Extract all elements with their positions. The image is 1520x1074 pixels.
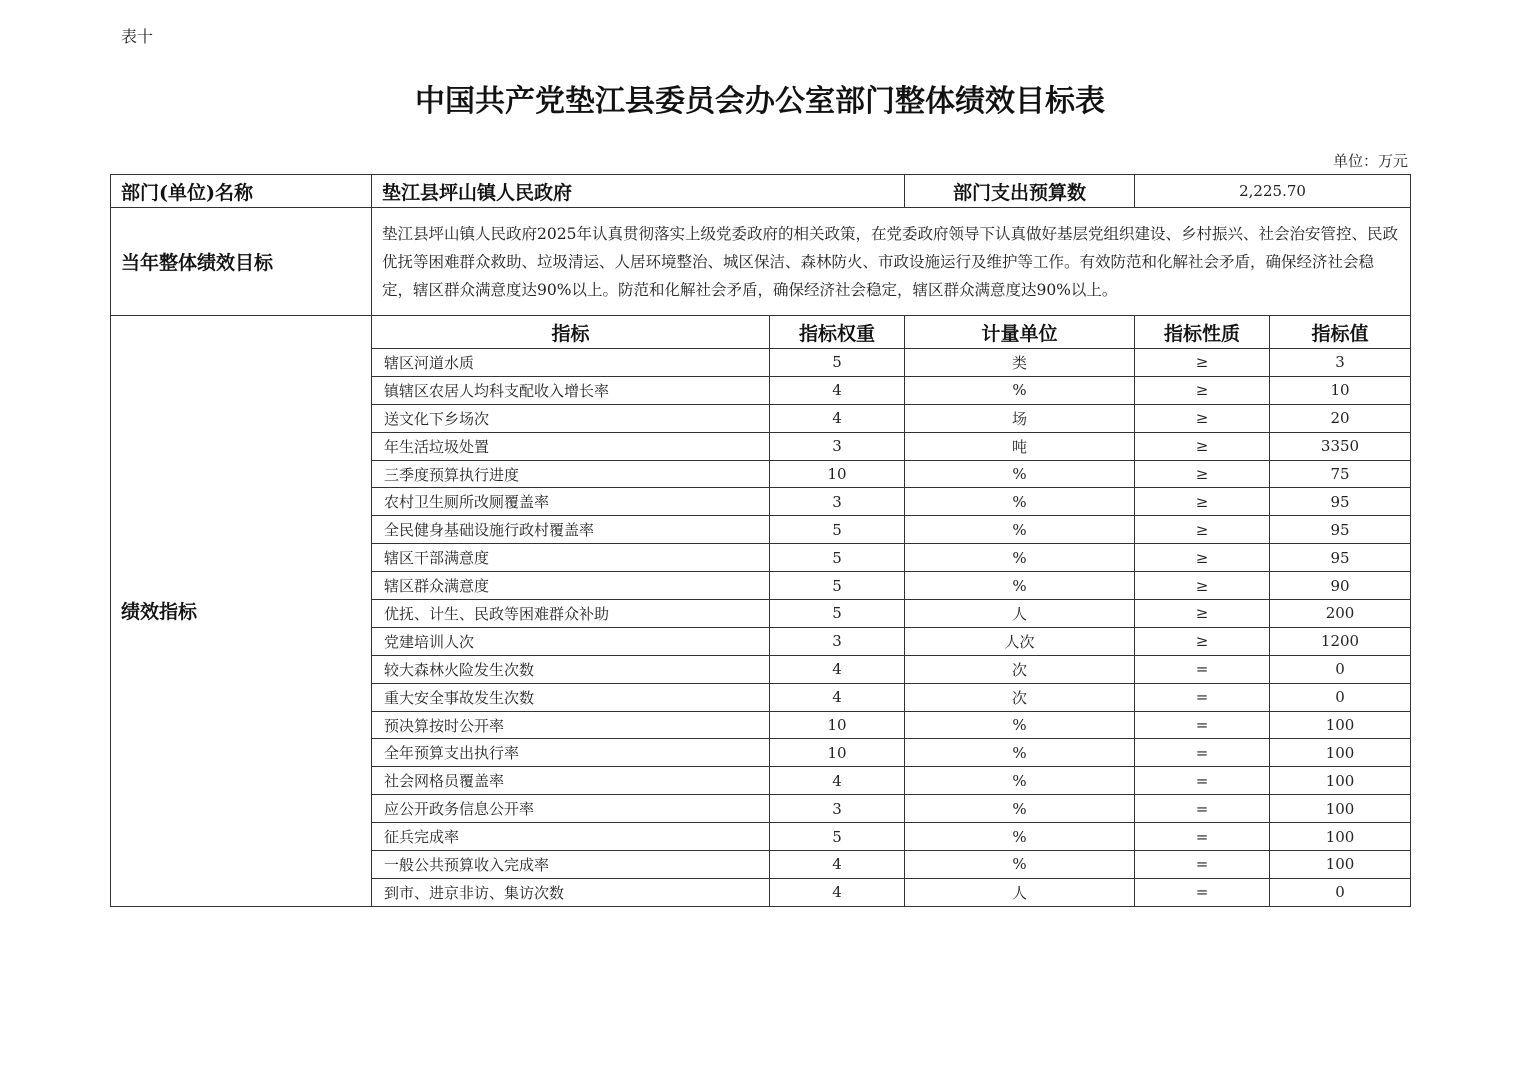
column-header-unit: 计量单位 — [905, 316, 1135, 349]
indicator-nature: = — [1135, 823, 1270, 851]
indicator-nature: ≥ — [1135, 349, 1270, 377]
indicator-weight: 4 — [770, 767, 905, 795]
indicator-value: 95 — [1270, 516, 1411, 544]
indicator-nature: ≥ — [1135, 516, 1270, 544]
column-header-nature: 指标性质 — [1135, 316, 1270, 349]
indicator-unit: 次 — [905, 655, 1135, 683]
indicator-nature: ≥ — [1135, 432, 1270, 460]
indicator-value: 100 — [1270, 711, 1411, 739]
indicator-name: 重大安全事故发生次数 — [372, 683, 770, 711]
indicator-weight: 10 — [770, 739, 905, 767]
indicator-name: 社会网格员覆盖率 — [372, 767, 770, 795]
indicator-unit: % — [905, 376, 1135, 404]
indicators-label: 绩效指标 — [111, 316, 372, 907]
indicator-nature: ≥ — [1135, 376, 1270, 404]
indicator-name: 到市、进京非访、集访次数 — [372, 878, 770, 906]
indicator-name: 辖区群众满意度 — [372, 572, 770, 600]
indicator-nature: ≥ — [1135, 600, 1270, 628]
indicator-name: 全民健身基础设施行政村覆盖率 — [372, 516, 770, 544]
indicator-unit: 类 — [905, 349, 1135, 377]
indicator-weight: 4 — [770, 851, 905, 879]
indicator-unit: % — [905, 711, 1135, 739]
indicator-unit: % — [905, 460, 1135, 488]
indicator-name: 党建培训人次 — [372, 627, 770, 655]
indicator-weight: 3 — [770, 627, 905, 655]
indicator-nature: = — [1135, 711, 1270, 739]
indicator-weight: 10 — [770, 711, 905, 739]
indicator-value: 1200 — [1270, 627, 1411, 655]
indicator-value: 200 — [1270, 600, 1411, 628]
indicator-value: 100 — [1270, 795, 1411, 823]
indicator-value: 100 — [1270, 739, 1411, 767]
budget-label: 部门支出预算数 — [905, 175, 1135, 208]
indicator-value: 75 — [1270, 460, 1411, 488]
indicator-nature: ≥ — [1135, 488, 1270, 516]
indicator-value: 10 — [1270, 376, 1411, 404]
indicator-unit: 场 — [905, 404, 1135, 432]
indicator-name: 全年预算支出执行率 — [372, 739, 770, 767]
indicator-value: 0 — [1270, 683, 1411, 711]
indicator-unit: 人次 — [905, 627, 1135, 655]
indicator-unit: 次 — [905, 683, 1135, 711]
indicator-unit: 人 — [905, 878, 1135, 906]
indicator-value: 90 — [1270, 572, 1411, 600]
unit-label: 单位：万元 — [1332, 152, 1408, 170]
indicator-value: 3 — [1270, 349, 1411, 377]
indicator-weight: 3 — [770, 432, 905, 460]
page-title: 中国共产党垫江县委员会办公室部门整体绩效目标表 — [415, 84, 1105, 119]
performance-table — [110, 174, 1411, 907]
indicator-weight: 10 — [770, 460, 905, 488]
column-header-weight: 指标权重 — [770, 316, 905, 349]
indicator-unit: % — [905, 851, 1135, 879]
indicator-unit: % — [905, 572, 1135, 600]
indicator-nature: = — [1135, 878, 1270, 906]
indicator-nature: ≥ — [1135, 627, 1270, 655]
column-header-value: 指标值 — [1270, 316, 1411, 349]
indicator-name: 较大森林火险发生次数 — [372, 655, 770, 683]
indicator-value: 0 — [1270, 878, 1411, 906]
indicator-weight: 3 — [770, 795, 905, 823]
indicator-value: 0 — [1270, 655, 1411, 683]
dept-name-label: 部门(单位)名称 — [111, 175, 372, 208]
indicator-weight: 4 — [770, 376, 905, 404]
indicator-unit: % — [905, 823, 1135, 851]
indicator-name: 送文化下乡场次 — [372, 404, 770, 432]
indicator-column-header-row — [111, 316, 1411, 349]
indicator-name: 预决算按时公开率 — [372, 711, 770, 739]
indicator-name: 年生活垃圾处置 — [372, 432, 770, 460]
indicator-weight: 4 — [770, 655, 905, 683]
indicator-weight: 4 — [770, 683, 905, 711]
indicator-name: 征兵完成率 — [372, 823, 770, 851]
indicator-unit: % — [905, 544, 1135, 572]
indicator-nature: = — [1135, 739, 1270, 767]
indicator-weight: 5 — [770, 516, 905, 544]
indicator-value: 20 — [1270, 404, 1411, 432]
indicator-name: 三季度预算执行进度 — [372, 460, 770, 488]
indicator-weight: 5 — [770, 572, 905, 600]
indicator-nature: ≥ — [1135, 460, 1270, 488]
indicator-weight: 5 — [770, 823, 905, 851]
table-number: 表十 — [121, 27, 154, 46]
indicator-unit: % — [905, 739, 1135, 767]
indicator-name: 辖区河道水质 — [372, 349, 770, 377]
indicator-weight: 3 — [770, 488, 905, 516]
indicator-unit: 吨 — [905, 432, 1135, 460]
indicator-name: 应公开政务信息公开率 — [372, 795, 770, 823]
indicator-unit: 人 — [905, 600, 1135, 628]
annual-goal-label: 当年整体绩效目标 — [111, 208, 372, 316]
column-header-indicator: 指标 — [372, 316, 770, 349]
indicator-name: 辖区干部满意度 — [372, 544, 770, 572]
indicator-weight: 5 — [770, 349, 905, 377]
annual-goal-text: 垫江县坪山镇人民政府2025年认真贯彻落实上级党委政府的相关政策，在党委政府领导下认真做好基层党组织建设、乡村振兴、社会治安管控、民政优抚等困难群众救助、垃圾清运、人居环境整治、城区保洁、森林防火、市政设施运行及维护等工作。有效防范和化解社会矛盾，确保经济社会稳定，辖区群众满意度达90%以上。防范和化解社会矛盾，确保经济社会稳定，辖区群众满意度达90%以上。 — [372, 208, 1411, 316]
indicator-weight: 4 — [770, 404, 905, 432]
indicator-value: 100 — [1270, 767, 1411, 795]
indicator-nature: ≥ — [1135, 404, 1270, 432]
indicator-value: 95 — [1270, 488, 1411, 516]
dept-name-value: 垫江县坪山镇人民政府 — [372, 175, 905, 208]
indicator-unit: % — [905, 767, 1135, 795]
indicator-nature: = — [1135, 795, 1270, 823]
indicator-name: 农村卫生厕所改厕覆盖率 — [372, 488, 770, 516]
indicator-value: 100 — [1270, 823, 1411, 851]
budget-value: 2,225.70 — [1135, 175, 1411, 208]
indicator-name: 优抚、计生、民政等困难群众补助 — [372, 600, 770, 628]
indicator-unit: % — [905, 795, 1135, 823]
indicator-unit: % — [905, 516, 1135, 544]
indicator-weight: 5 — [770, 600, 905, 628]
indicator-nature: = — [1135, 683, 1270, 711]
indicator-name: 镇辖区农居人均科支配收入增长率 — [372, 376, 770, 404]
indicator-value: 3350 — [1270, 432, 1411, 460]
indicator-unit: % — [905, 488, 1135, 516]
indicator-nature: = — [1135, 767, 1270, 795]
indicator-nature: = — [1135, 851, 1270, 879]
indicator-weight: 5 — [770, 544, 905, 572]
indicator-weight: 4 — [770, 878, 905, 906]
indicator-name: 一般公共预算收入完成率 — [372, 851, 770, 879]
indicator-nature: = — [1135, 655, 1270, 683]
indicator-nature: ≥ — [1135, 572, 1270, 600]
indicator-nature: ≥ — [1135, 544, 1270, 572]
indicator-value: 95 — [1270, 544, 1411, 572]
indicator-value: 100 — [1270, 851, 1411, 879]
